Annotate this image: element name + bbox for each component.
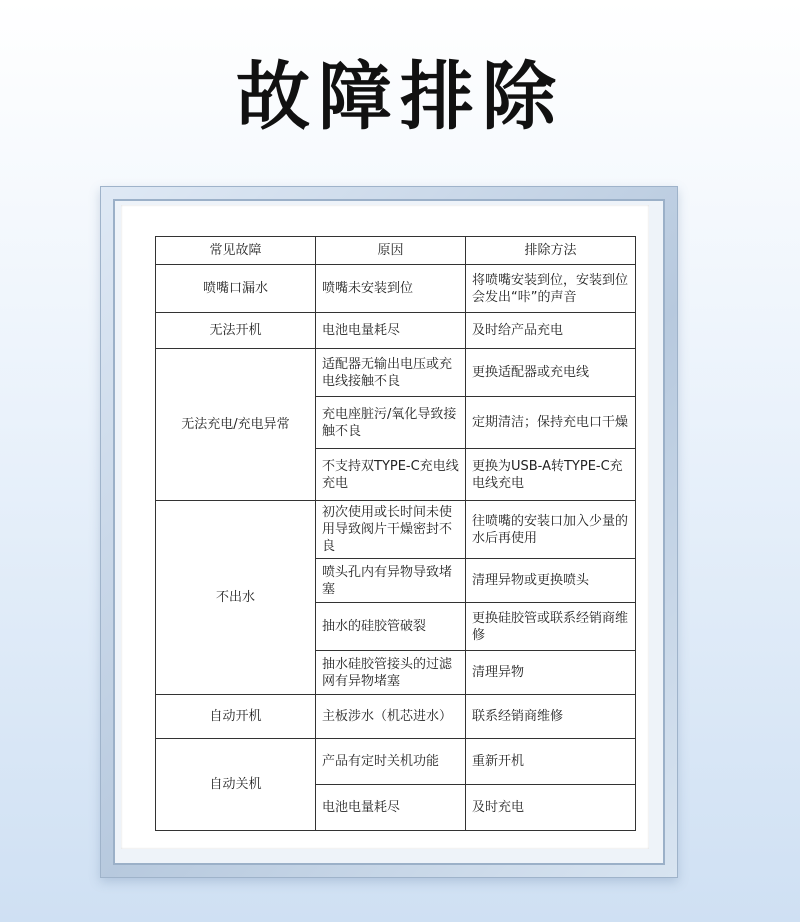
table-row	[156, 739, 636, 785]
cause-cell: 初次使用或长时间未使用导致阀片干燥密封不良	[316, 501, 466, 559]
cause-cell: 充电座脏污/氧化导致接触不良	[316, 397, 466, 449]
troubleshooting-table	[155, 236, 636, 831]
fix-cell: 往喷嘴的安装口加入少量的水后再使用	[466, 501, 636, 559]
cause-cell: 抽水硅胶管接头的过滤网有异物堵塞	[316, 651, 466, 695]
cause-cell: 产品有定时关机功能	[316, 739, 466, 785]
fix-cell: 更换硅胶管或联系经销商维修	[466, 603, 636, 651]
header-fault: 常见故障	[156, 237, 316, 265]
fault-cell: 不出水	[156, 501, 316, 695]
fix-cell: 重新开机	[466, 739, 636, 785]
document-sheet	[121, 205, 649, 849]
fix-cell: 定期清洁；保持充电口干燥	[466, 397, 636, 449]
fix-cell: 联系经销商维修	[466, 695, 636, 739]
table-row	[156, 501, 636, 559]
table-row	[156, 349, 636, 397]
fix-cell: 将喷嘴安装到位，安装到位会发出“咔”的声音	[466, 265, 636, 313]
cause-cell: 适配器无输出电压或充电线接触不良	[316, 349, 466, 397]
table-header-row	[156, 237, 636, 265]
fault-cell: 无法充电/充电异常	[156, 349, 316, 501]
fix-cell: 及时充电	[466, 785, 636, 831]
fix-cell: 更换适配器或充电线	[466, 349, 636, 397]
table-row	[156, 695, 636, 739]
cause-cell: 不支持双TYPE-C充电线充电	[316, 449, 466, 501]
fix-cell: 清理异物	[466, 651, 636, 695]
cause-cell: 喷头孔内有异物导致堵塞	[316, 559, 466, 603]
picture-frame	[100, 186, 678, 878]
fault-cell: 无法开机	[156, 313, 316, 349]
cause-cell: 电池电量耗尽	[316, 313, 466, 349]
cause-cell: 抽水的硅胶管破裂	[316, 603, 466, 651]
fault-cell: 自动开机	[156, 695, 316, 739]
fix-cell: 清理异物或更换喷头	[466, 559, 636, 603]
fix-cell: 更换为USB-A转TYPE-C充电线充电	[466, 449, 636, 501]
page-title: 故障排除	[236, 54, 564, 140]
fix-cell: 及时给产品充电	[466, 313, 636, 349]
fault-cell: 喷嘴口漏水	[156, 265, 316, 313]
cause-cell: 主板涉水（机芯进水）	[316, 695, 466, 739]
table-row	[156, 313, 636, 349]
cause-cell: 电池电量耗尽	[316, 785, 466, 831]
fault-cell: 自动关机	[156, 739, 316, 831]
table-row	[156, 265, 636, 313]
header-fix: 排除方法	[466, 237, 636, 265]
cause-cell: 喷嘴未安装到位	[316, 265, 466, 313]
header-cause: 原因	[316, 237, 466, 265]
